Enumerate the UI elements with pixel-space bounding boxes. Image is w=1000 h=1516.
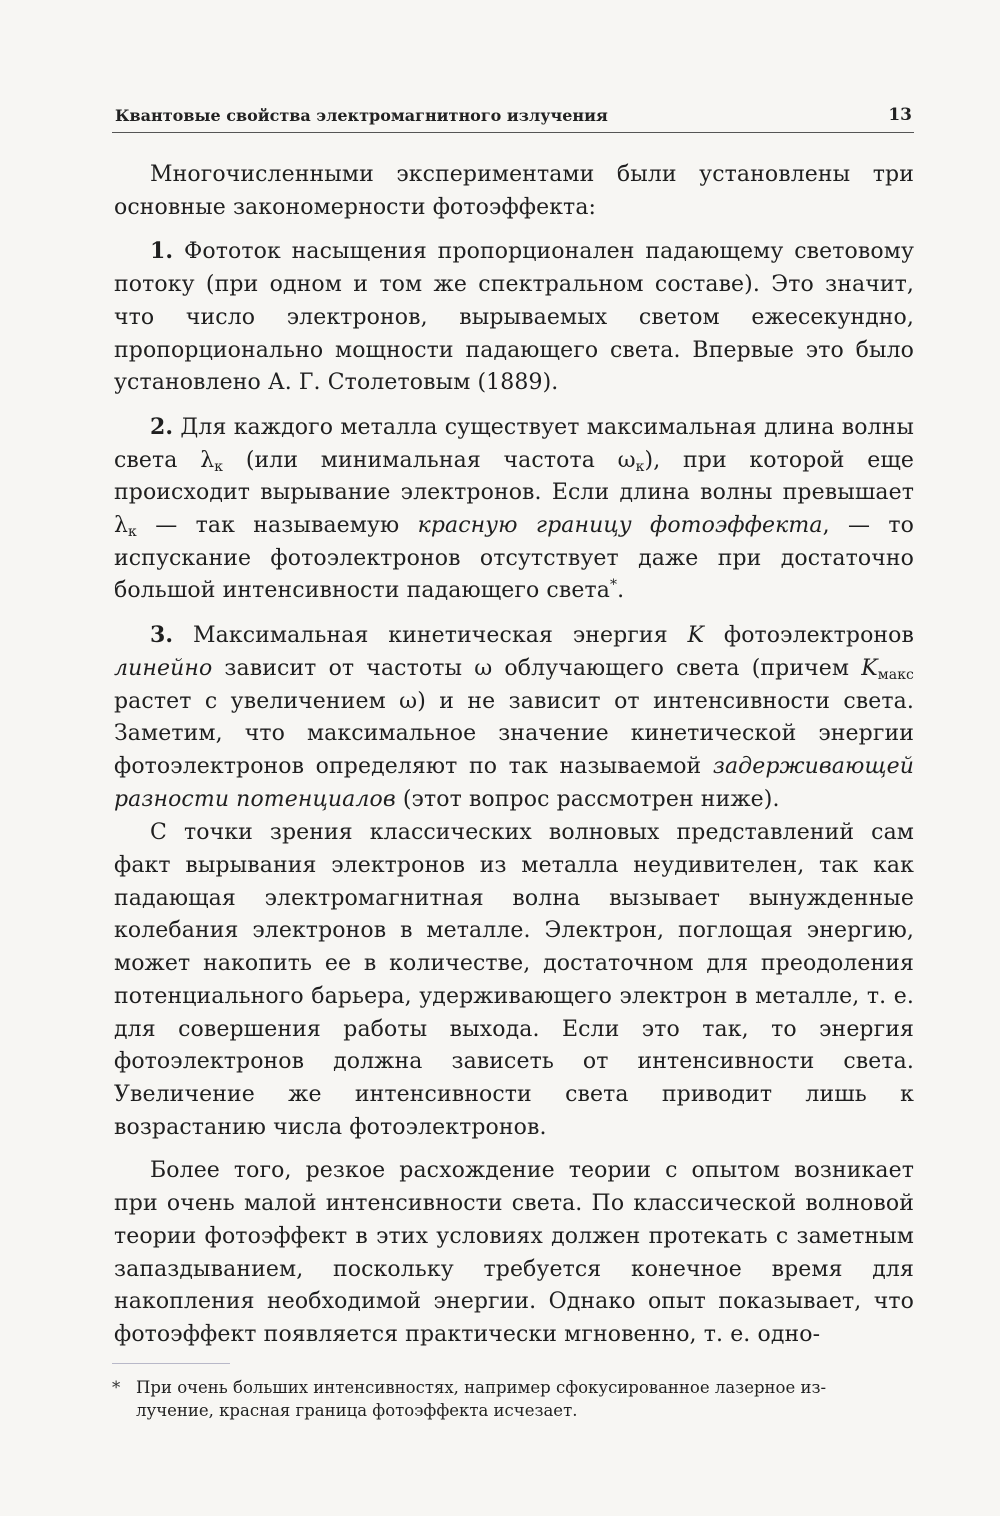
running-title: Квантовые свойства электромагнитного излучения (115, 106, 608, 125)
law-2-text: ), при которой еще происходит вырывание электронов. Если длина волны превышает λ (114, 447, 915, 539)
footnote-reference: * (609, 577, 618, 594)
law-3-paragraph (114, 619, 914, 816)
law-2-paragraph (114, 411, 914, 608)
law-2-text: . (617, 578, 625, 604)
law-3-text: фотоэлектронов (704, 623, 915, 649)
footnote-marker: * (112, 1378, 121, 1397)
law-2-text: Для каждого металла существует максимальная длина волны света λ (114, 414, 914, 473)
discrepancy-paragraph: Более того, резкое расхождение теории с опытом возникает при очень малой интенсивности света. По классической волновой теории фотоэффект в этих условиях должен протекать с заметным запаздыванием, поскольку требуется конечное время для накопления необходимой энергии. Однако опыт показывает, что фотоэффект появляется практически мгновенно, т. е. одно- (114, 1158, 914, 1347)
retarding-potential-term: задерживающей разности потенциалов (114, 753, 914, 812)
main-text (114, 159, 914, 1352)
law-2-number: 2. (150, 413, 174, 440)
footnote-divider (112, 1363, 230, 1364)
law-3-text: растет с увеличением ω) и не зависит от интенсивности света. Заметим, что максимальное значение кинетической энергии фотоэлектронов определяют по так называемой (114, 688, 914, 779)
law-3-text: зависит от частоты ω облучающего света (причем (212, 655, 862, 681)
law-3-text: Максимальная кинетическая энергия (193, 623, 688, 649)
law-1-paragraph (114, 235, 914, 400)
law-3-number: 3. (150, 622, 174, 649)
red-boundary-term: красную границу фотоэффекта (417, 513, 823, 539)
footnote-line-1: При очень больших интенсивностях, например сфокусированное лазерное из- (136, 1378, 827, 1397)
symbol-k: K (687, 623, 705, 649)
law-2-text: , — то испускание фотоэлектронов отсутствует даже при достаточно большой интенсивности падающего света (114, 513, 914, 604)
lambda-k-subscript: к (128, 524, 137, 541)
footnote (112, 1376, 912, 1422)
running-header (112, 98, 914, 133)
linearly-term: линейно (114, 655, 213, 681)
classical-view-paragraph: С точки зрения классических волновых представлений сам факт вырывания электронов из металла неудивителен, так как падающая электромагнитная волна вызывает вынужденные колебания электронов в металле. Электрон, поглощая энергию, может накопить ее в количестве, достаточном для преодоления потенциального барьера, удерживающего электрон в металле, т. е. для совершения работы выхода. Если это так, то энергия фотоэлектронов должна зависеть от интенсивности света. Увеличение же интенсивности света приводит лишь к возрастанию числа фотоэлектронов. (114, 820, 914, 1140)
intro-paragraph: Многочисленными экспериментами были установлены три основные закономерности фотоэффекта: (114, 162, 914, 220)
law-1-number: 1. (150, 238, 174, 265)
law-2-text: — так называемую (136, 513, 418, 539)
symbol-k-max: K (861, 655, 878, 681)
law-2-text: (или минимальная частота ω (223, 447, 636, 473)
law-3-text: (этот вопрос рассмотрен ниже). (395, 786, 780, 812)
omega-k-subscript: к (635, 458, 645, 475)
footnote-line-2: лучение, красная граница фотоэффекта исчезает. (136, 1401, 578, 1420)
max-subscript: макс (877, 666, 914, 683)
page-number: 13 (888, 105, 912, 125)
law-1-text: Фототок насыщения пропорционален падающему световому потоку (при одном и том же спектральном составе). Это значит, что число электронов, вырываемых светом ежесекундно, пропорционально мощности падающего света. Впервые это было установлено А. Г. Столетовым (1889). (114, 239, 914, 396)
lambda-k-subscript: к (214, 458, 224, 475)
